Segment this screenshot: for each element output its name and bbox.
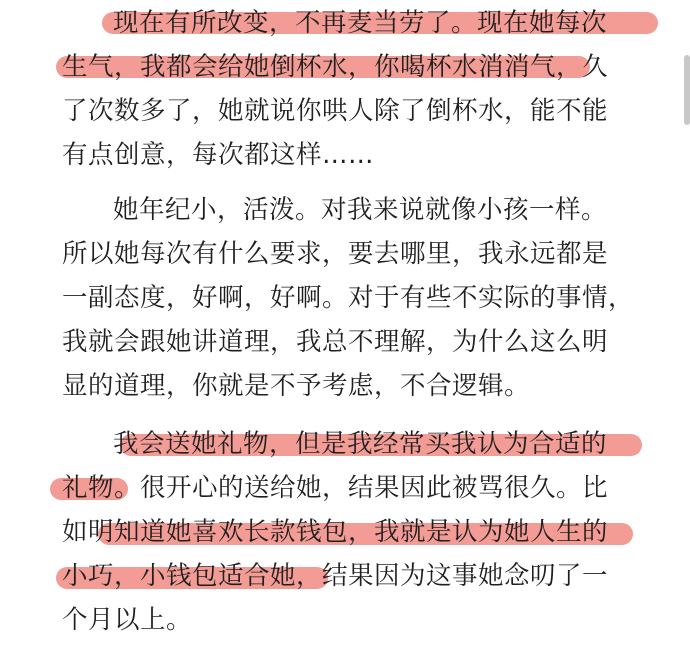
line-text: 有点创意，每次都这样…… (62, 140, 375, 170)
line-text: 所以她每次有什么要求，要去哪里，我永远都是 (62, 239, 609, 269)
line-text: 一副态度，好啊，好啊。对于有些不实际的事情， (62, 283, 635, 313)
line-text: 了次数多了，她就说你哄人除了倒杯水，能不能 (62, 96, 609, 126)
line-text: 如明知道她喜欢长款钱包，我就是认为她人生的 (62, 517, 609, 547)
text-line (62, 509, 608, 555)
line-text: 显的道理，你就是不予考虑，不合逻辑。 (62, 371, 531, 401)
line-text: 小巧，小钱包适合她，结果因为这事她念叨了一 (62, 561, 609, 591)
text-line (62, 88, 608, 134)
text-line (113, 421, 607, 467)
text-line (62, 553, 608, 599)
text-line (62, 363, 530, 409)
line-text: 礼物。很开心的送给她，结果因此被骂很久。比 (62, 473, 609, 503)
line-text: 她年纪小，活泼。对我来说就像小孩一样。 (113, 195, 608, 225)
text-line (62, 231, 608, 277)
line-text: 生气，我都会给她倒杯水，你喝杯水消消气，久 (62, 52, 609, 82)
text-line (62, 275, 634, 321)
line-text: 我就会跟她讲道理，我总不理解，为什么这么明 (62, 327, 609, 357)
line-text: 个月以上。 (62, 605, 193, 635)
text-line (113, 187, 607, 233)
text-line (62, 319, 608, 365)
scrollbar-thumb[interactable] (684, 55, 690, 125)
text-line (62, 465, 608, 511)
text-line (62, 597, 192, 643)
text-line (62, 44, 608, 90)
line-text: 我会送她礼物，但是我经常买我认为合适的 (113, 429, 608, 459)
line-text: 现在有所改变，不再麦当劳了。现在她每次 (113, 8, 608, 38)
text-line (62, 132, 374, 178)
text-line (113, 0, 607, 46)
